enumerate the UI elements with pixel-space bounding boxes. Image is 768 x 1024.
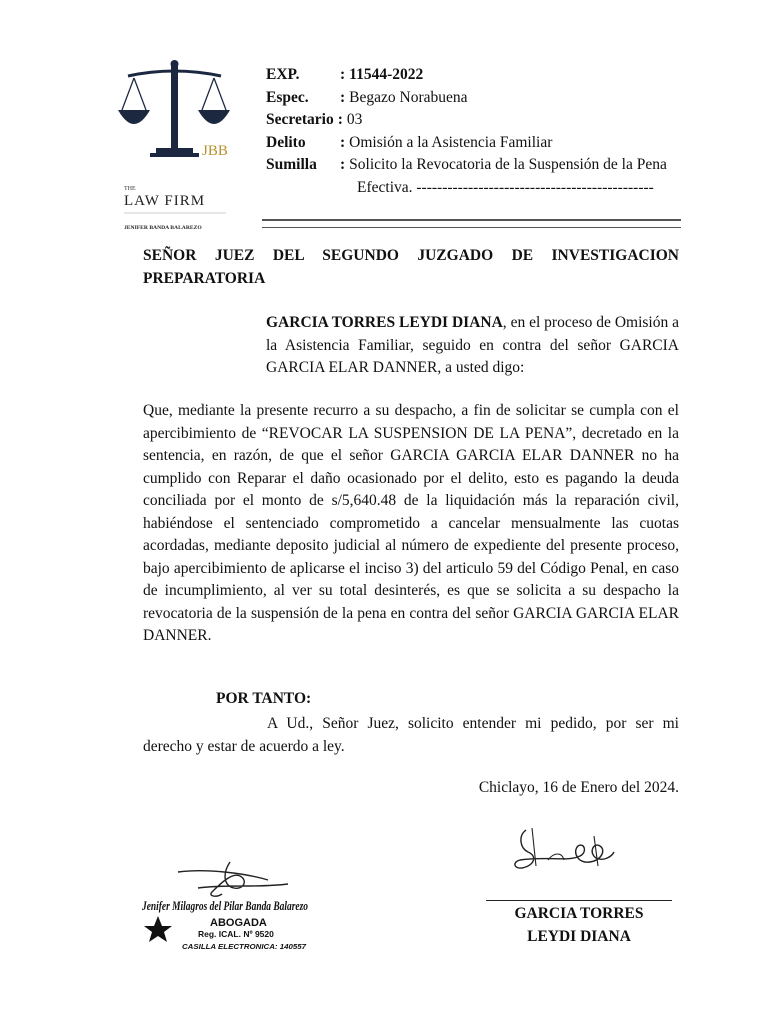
logo-firm-name: LAW FIRM: [124, 193, 206, 209]
signer-name: [486, 903, 672, 948]
header-value: 11544-2022: [349, 66, 424, 83]
star-emblem-icon: [144, 916, 172, 942]
lawyer-stamp: [138, 858, 318, 958]
body-paragraph: Que, mediante la presente recurro a su despacho, a fin de solicitar se cumpla con el apercibimiento de “REVOCAR LA SUSPENSION DE LA PENA”, decretado en la sentencia, en razón, de que el señor GARCIA GARCIA ELAR DANNER no ha cumplido con Reparar el daño ocasionado por el delito, esto es pagando la deuda conciliada por el monto de s/5,640.48 de la liquidación más la reparación civil, habiéndose el sentenciado comprometido a cancelar mensualmente las cuotas acordadas, mediante deposito judicial al número de expediente del presente proceso, bajo apercibimiento de aplicarse el inciso 3) del articulo 59 del Código Penal, en caso de incumplimiento, al ver su total desinterés, es que se solicita a su despacho la revocatoria de la suspensión de la pena en contra del señor GARCIA GARCIA ELAR DANNER.: [143, 402, 679, 644]
case-header: [266, 64, 686, 199]
addressee-line-2: PREPARATORIA: [143, 269, 266, 287]
header-row-exp: EXP. : 11544-2022: [266, 64, 686, 87]
header-divider: [262, 219, 681, 228]
stamp-casilla: CASILLA ELECTRONICA: 140557: [182, 944, 308, 951]
header-row-sumilla: Sumilla : Solicito la Revocatoria de la Suspensión de la Pena: [266, 154, 686, 177]
header-label: Secretario: [266, 111, 334, 128]
intro-text: , en el proceso de Omisión a la Asistencia Familiar, seguido en contra del señor GARCIA GARCIA ELAR DANNER, a usted digo:: [266, 314, 679, 376]
header-row-secretario: Secretario : 03: [266, 109, 686, 132]
request-paragraph: A Ud., Señor Juez, solicito entender mi pedido, por ser mi derecho y estar de acuerdo a ley.: [143, 715, 679, 755]
lawyer-signature-icon: [178, 862, 288, 896]
header-value: 03: [346, 111, 363, 128]
addressee: [143, 245, 679, 290]
logo-owner: JENIFER BANDA BALAREZO: [124, 225, 202, 231]
header-row-espec: Espec. : Begazo Norabuena: [266, 87, 686, 110]
header-value: Begazo Norabuena: [349, 88, 468, 106]
header-value: Omisión a la Asistencia Familiar: [349, 133, 553, 151]
por-tanto-heading: POR TANTO:: [216, 690, 312, 707]
place-date: Chiclayo, 16 de Enero del 2024.: [478, 779, 679, 796]
stamp-title: ABOGADA: [210, 917, 267, 929]
logo-initials: JBB: [202, 143, 228, 159]
stamp-registration: Reg. ICAL. Nº 9520: [198, 929, 274, 939]
header-label: Sumilla: [266, 156, 317, 173]
header-value: Solicito la Revocatoria de la Suspensión de la Pena: [349, 156, 667, 173]
header-label: Delito: [266, 133, 306, 151]
petitioner-name: GARCIA TORRES LEYDI DIANA: [266, 314, 503, 331]
header-label: EXP.: [266, 66, 300, 83]
header-label: Espec.: [266, 88, 309, 106]
addressee-line-1: SEÑOR JUEZ DEL SEGUNDO JUZGADO DE INVESTIGACION: [143, 247, 679, 264]
signer-name-line-2: LEYDI DIANA: [527, 927, 631, 945]
signature-line: [486, 900, 672, 901]
intro-paragraph: [266, 312, 679, 380]
law-firm-logo: [114, 58, 234, 233]
sumilla-continuation: Efectiva. ----------------------------------------------: [357, 178, 654, 196]
header-row-delito: Delito : Omisión a la Asistencia Familiar: [266, 132, 686, 155]
logo-the: THE: [124, 186, 136, 192]
handwritten-signature-icon: [508, 822, 618, 878]
signer-name-line-1: GARCIA TORRES: [514, 905, 644, 922]
stamp-lawyer-name: Jenifer Milagros del Pilar Banda Balarezo: [141, 898, 309, 913]
